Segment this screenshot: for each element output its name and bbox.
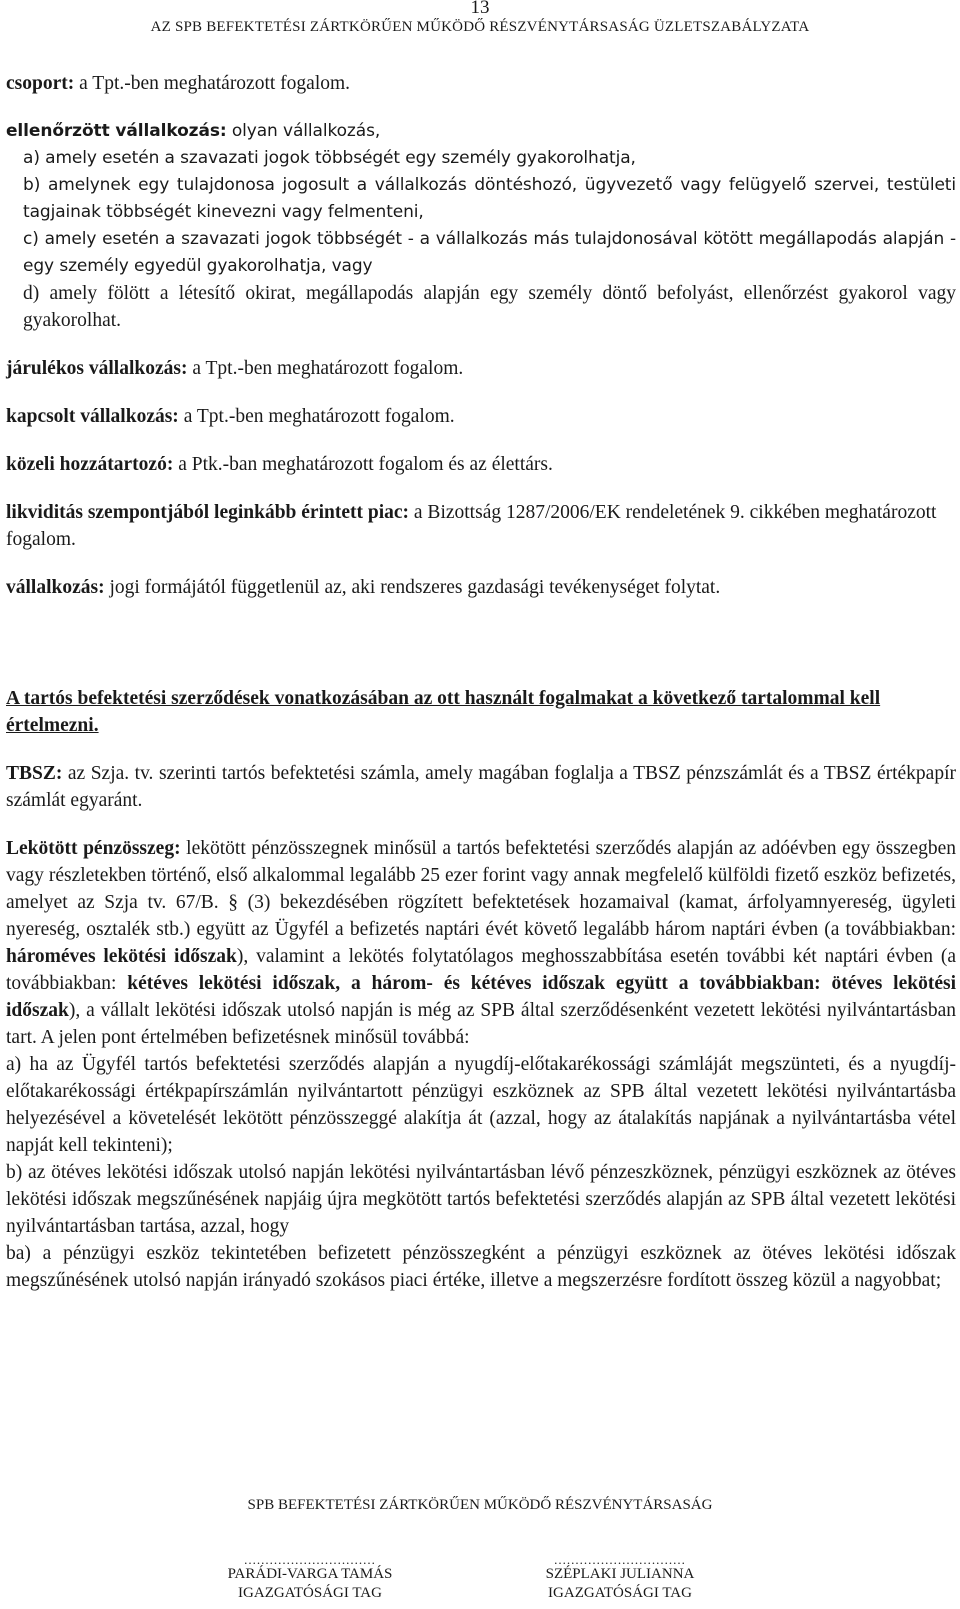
term: járulékos vállalkozás: <box>6 358 188 379</box>
document-body <box>6 70 956 1294</box>
definition-text: a Tpt.-ben meghatározott fogalom. <box>178 406 455 427</box>
definition-jarulekos <box>6 355 956 382</box>
term: csoport: <box>6 73 75 94</box>
definition-likviditas <box>6 499 956 553</box>
signature-left <box>180 1552 440 1603</box>
definition-text: olyan vállalkozás, <box>226 121 381 141</box>
definition-text: a Ptk.-ban meghatározott fogalom és az élettárs. <box>173 454 553 475</box>
signatory-name: SZÉPLAKI JULIANNA <box>545 1566 695 1582</box>
item-ba-befizetes: ba) a pénzügyi eszköz tekintetében befizetett pénzösszegként a pénzügyi eszköznek az ötéves lekötési időszak megszűnésének utolsó napján irányadó szokásos piaci értéke, illetve a megszerzésre fordított összeg közül a nagyobbat; <box>6 1243 956 1291</box>
definition-text: jogi formájától függetlenül az, aki rendszeres gazdasági tevékenységet folytat. <box>104 577 721 598</box>
term: likviditás szempontjából leginkább érintett piac: <box>6 502 410 523</box>
definition-ellenorzott <box>6 118 956 280</box>
definition-text: a Tpt.-ben meghatározott fogalom. <box>74 73 351 94</box>
bold-term: kétéves lekötési időszak, a három- és kétéves időszak együtt a továbbiakban: ötéves lekötési időszak <box>6 973 957 1021</box>
item-b-befizetes: b) az ötéves lekötési időszak utolsó napján lekötési nyilvántartásban lévő pénzeszköznek, pénzügyi eszköznek az ötéves lekötési időszak megszűnésének napjáig újra megkötött tartós befektetési szerződés alapján az SPB által vezetett lekötési nyilvántartásban tartása, azzal, hogy <box>6 1162 956 1237</box>
section-heading: A tartós befektetési szerződések vonatkozásában az ott használt fogalmakat a következő tartalommal kell értelmezni. <box>6 688 881 736</box>
definition-tbsz <box>6 760 956 814</box>
signature-right <box>490 1552 750 1603</box>
item-a: a) amely esetén a szavazati jogok többségét egy személy gyakorolhatja, <box>23 148 636 168</box>
definition-kozeli <box>6 451 956 478</box>
signatory-role: IGAZGATÓSÁGI TAG <box>548 1585 692 1601</box>
term: kapcsolt vállalkozás: <box>6 406 179 427</box>
definition-text: ), valamint a lekötés folytatólagos meghosszabbítása esetén további két naptári évben (a továbbiakban: <box>6 946 957 994</box>
item-a-befizetes: a) ha az Ügyfél tartós befektetési szerződés alapján a nyugdíj-előtakarékossági számláját megszünteti, és a nyugdíj-előtakarékossági értékpapírszámlán nyilvántartott pénzügyi eszköznek az SPB által vezetett lekötési nyilvántartásba helyezésével a követelését lekötött pénzösszeggé alakítja át (azzal, hogy az átalakítás napjának a nyilvántartásba vétel napját kell tekinteni); <box>6 1054 956 1156</box>
definition-text: a Tpt.-ben meghatározott fogalom. <box>187 358 464 379</box>
definition-text: ), a vállalt lekötési időszak utolsó napján is még az SPB által szerződésenként vezetett lekötési nyilvántartásban tart. A jelen pont értelmében befizetésnek minősül továbbá: <box>6 1000 956 1048</box>
definition-kapcsolt <box>6 403 956 430</box>
signature-line: ............................... <box>244 1552 376 1567</box>
term: Lekötött pénzösszeg: <box>6 838 181 859</box>
term: TBSZ: <box>6 763 63 784</box>
item-c: c) amely esetén a szavazati jogok többségét - a vállalkozás más tulajdonosával kötött megállapodás alapján - egy személy egyedül gyakorolhatja, vagy <box>23 229 956 276</box>
definition-text: lekötött pénzösszegnek minősül a tartós befektetési szerződés alapján az adóévben egy összegben vagy részletekben történő, első alkalommal legalább 25 ezer forint vagy annak megfelelő külföldi fizető eszköz befizetés, amelyet az Szja tv. 67/B. § (3) bekezdésében rögzített befektetések hozamaival (kamat, árfolyamnyereség, ügyleti nyereség, osztalék stb.) együtt az Ügyfél a befizetés naptári évét követő legalább három naptári évben (a továbbiakban: <box>6 838 957 940</box>
definition-text: a Bizottság 1287/2006/EK rendeletének 9. cikkében meghatározott fogalom. <box>6 502 937 550</box>
signature-line: ............................... <box>554 1552 686 1567</box>
item-d: d) amely fölött a létesítő okirat, megállapodás alapján egy személy döntő befolyást, ellenőrzést gyakorol vagy gyakorolhat. <box>23 283 956 331</box>
header-title: AZ SPB BEFEKTETÉSI ZÁRTKÖRŰEN MŰKÖDŐ RÉSZVÉNYTÁRSASÁG ÜZLETSZABÁLYZATA <box>150 19 810 35</box>
footer-title: SPB BEFEKTETÉSI ZÁRTKÖRŰEN MŰKÖDŐ RÉSZVÉNYTÁRSASÁG <box>247 1497 713 1513</box>
definition-csoport <box>6 70 956 97</box>
term: közeli hozzátartozó: <box>6 454 174 475</box>
bold-term: hároméves lekötési időszak <box>6 946 237 967</box>
term: ellenőrzött vállalkozás: <box>6 121 227 141</box>
item-b: b) amelynek egy tulajdonosa jogosult a vállalkozás döntéshozó, ügyvezető vagy felügyelő szervei, testületi tagjainak többségét kinevezni vagy felmenteni, <box>23 175 956 222</box>
definition-text: az Szja. tv. szerinti tartós befektetési számla, amely magában foglalja a TBSZ pénzszámlát és a TBSZ értékpapír számlát egyaránt. <box>6 763 956 811</box>
term: vállalkozás: <box>6 577 105 598</box>
signatory-role: IGAZGATÓSÁGI TAG <box>238 1585 382 1601</box>
page-number: 13 <box>470 0 490 18</box>
definition-vallalkozas <box>6 574 956 601</box>
signatory-name: PARÁDI-VARGA TAMÁS <box>227 1566 393 1582</box>
definition-lekotott <box>6 835 956 1051</box>
